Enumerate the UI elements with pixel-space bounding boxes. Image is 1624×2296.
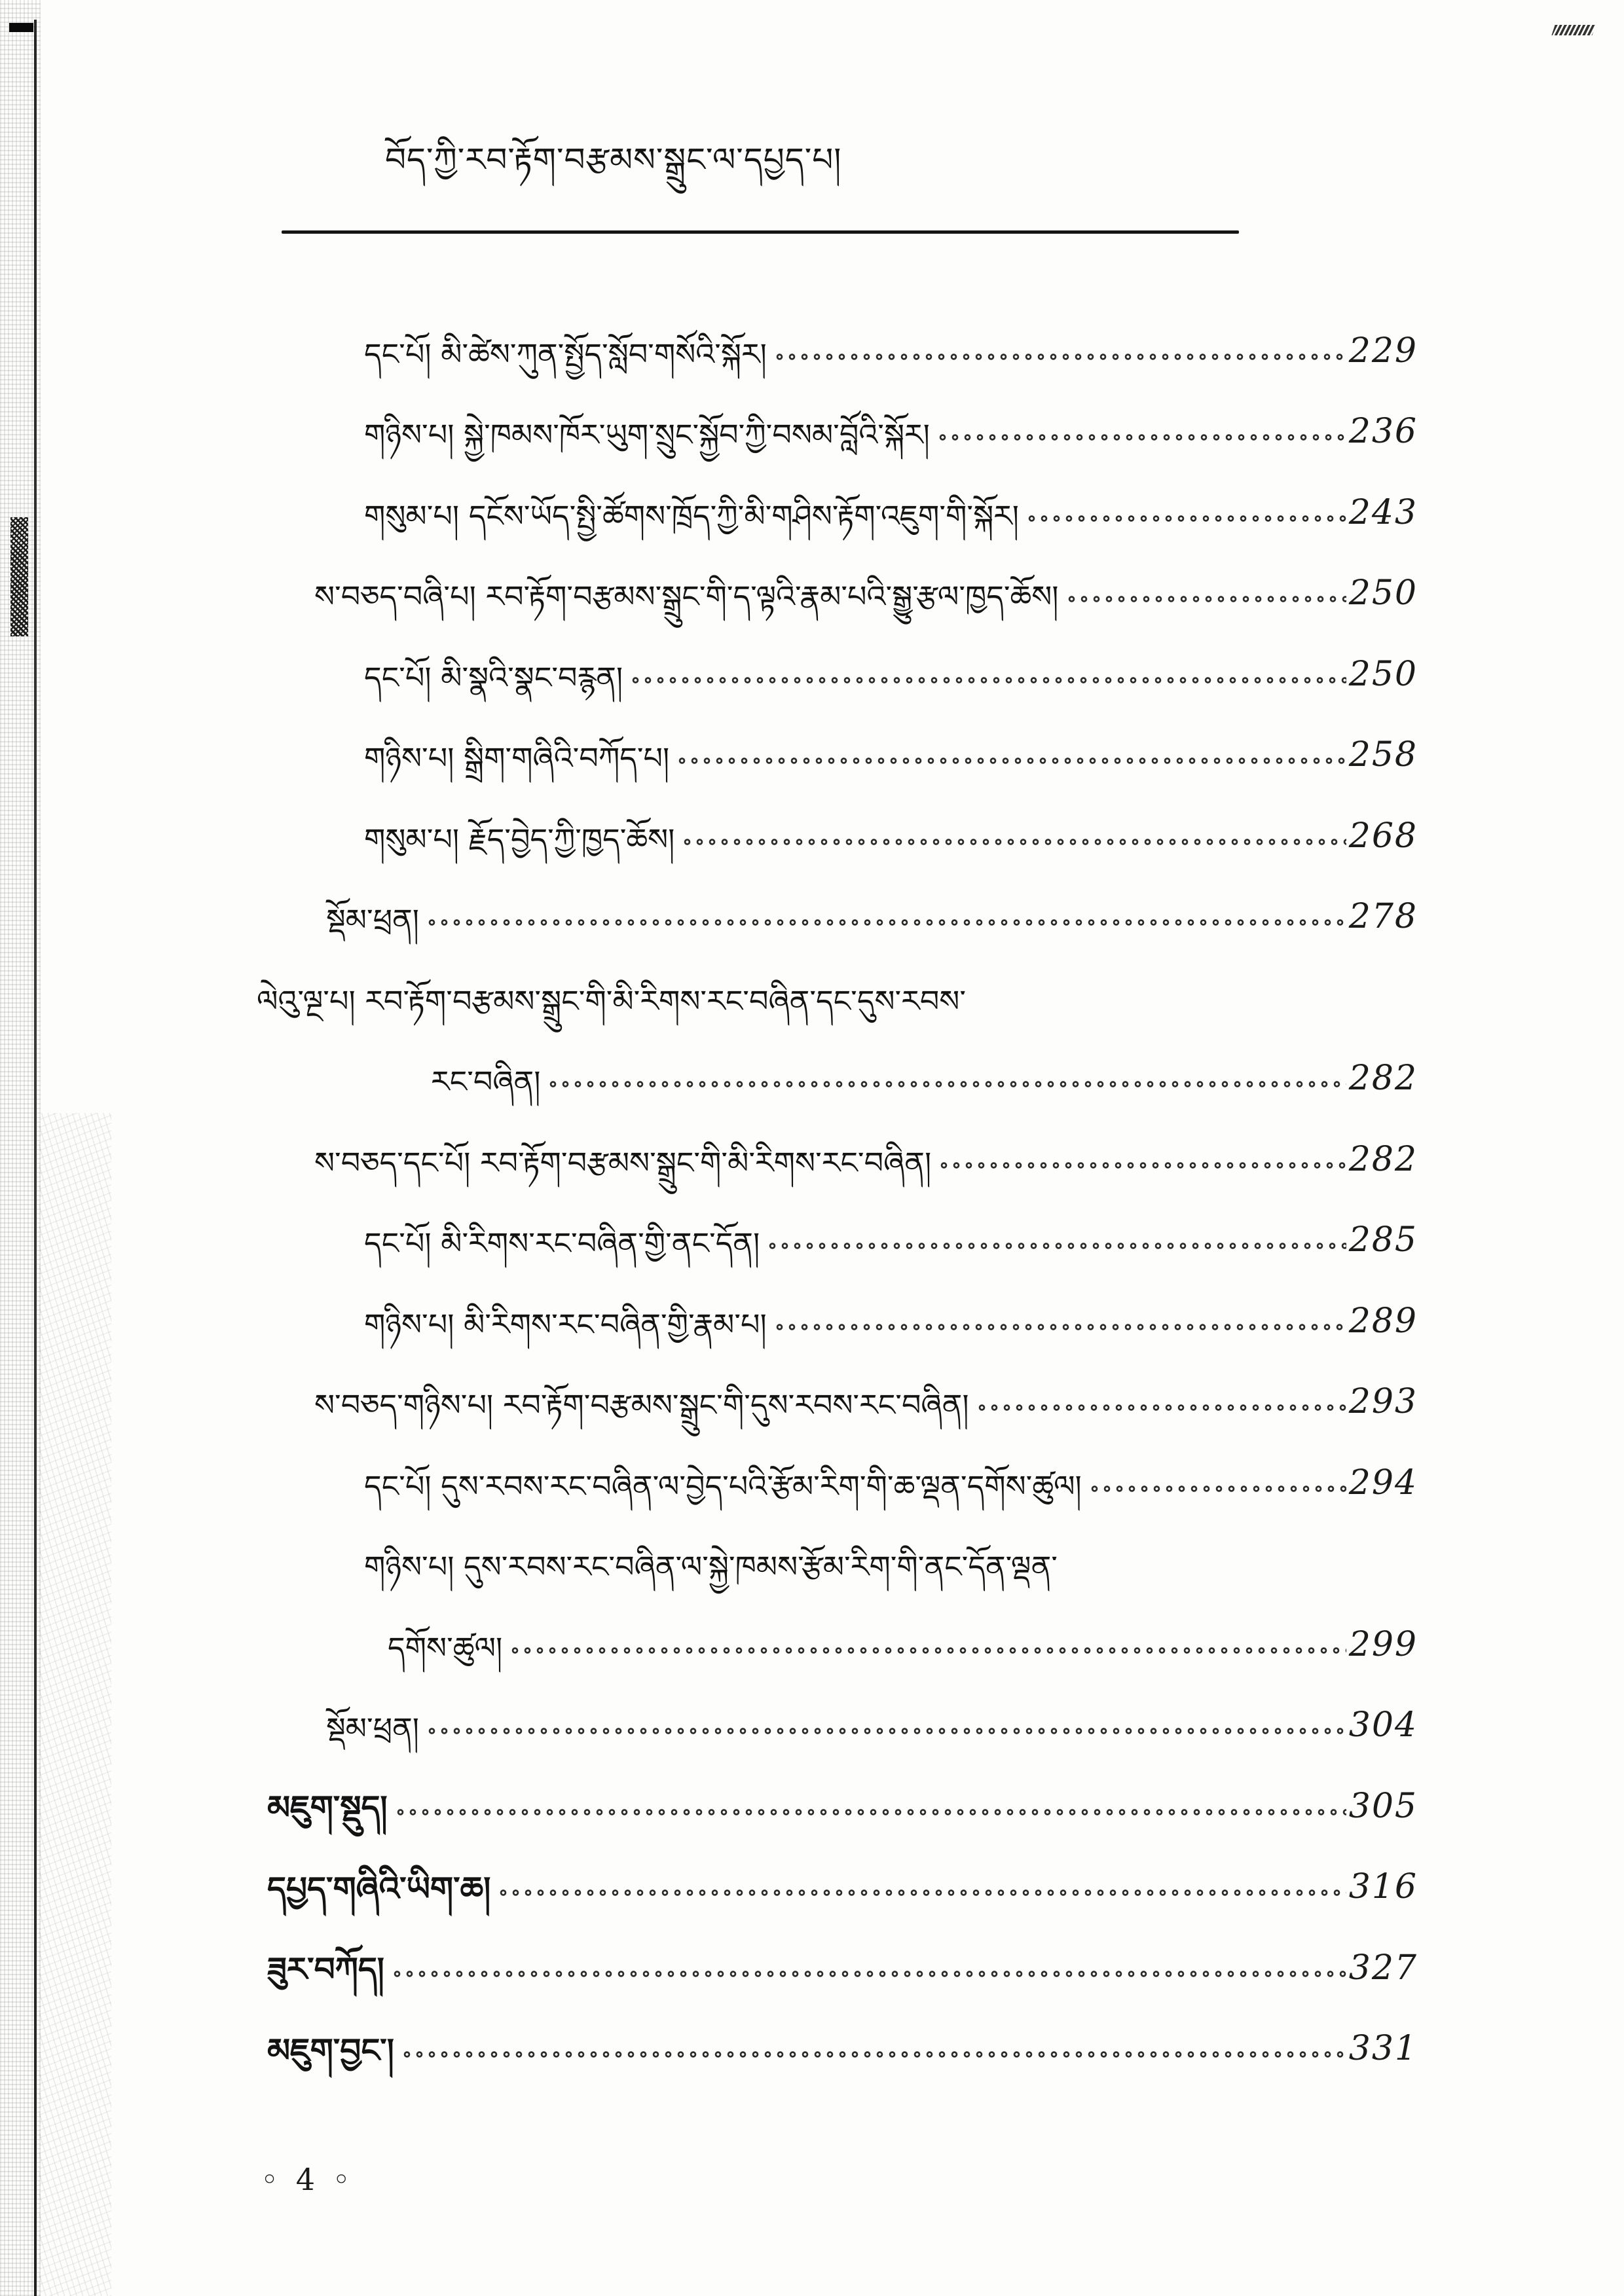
dot-leader xyxy=(1088,1484,1346,1493)
dot-leader xyxy=(938,1161,1346,1170)
toc-row xyxy=(431,1019,1418,1100)
toc-row xyxy=(364,1423,1418,1504)
toc-entry-label: ས་བཅད་བཞི་པ། རབ་རྟོག་བརྩམས་སྒྲུང་གི་ད་ལྟའི་རྣམ་པའི་སྒྱུ་རྩལ་ཁྱད་ཆོས། xyxy=(314,579,1059,615)
toc-page-number: 299 xyxy=(1348,1624,1418,1664)
toc-row xyxy=(326,1666,1418,1747)
dot-leader xyxy=(426,1726,1346,1736)
dot-leader xyxy=(547,1080,1346,1089)
toc-page-number: 282 xyxy=(1348,1059,1418,1098)
dot-leader xyxy=(1025,514,1346,523)
toc-row xyxy=(364,776,1418,857)
toc-entry-label: གཉིས་པ། མི་རིགས་རང་བཞིན་གྱི་རྣམ་པ། xyxy=(364,1306,767,1342)
page-header-title: བོད་ཀྱི་རབ་རྟོག་བརྩམས་སྒྲུང་ལ་དཔྱད་པ། xyxy=(385,141,842,179)
toc-entry-label: ས་བཅད་གཉིས་པ། རབ་རྟོག་བརྩམས་སྒྲུང་གི་དུས་རབས་རང་བཞིན། xyxy=(314,1387,969,1423)
toc-entry-label: ཟུར་བཀོད། xyxy=(267,1950,384,1988)
toc-entry-label: ལེའུ་ལྔ་པ། རབ་རྟོག་བརྩམས་སྒྲུང་གི་མི་རིགས་རང་བཞིན་དང་དུས་རབས་ xyxy=(257,983,967,1019)
toc-row xyxy=(364,1261,1418,1342)
scan-corner-mark-top-left xyxy=(9,23,33,32)
toc-entry-label: གཉིས་པ། སྐྱེ་ཁམས་ཁོར་ཡུག་སྲུང་སྐྱོབ་ཀྱི་བསམ་བློའི་སྐོར། xyxy=(364,417,930,453)
dot-leader xyxy=(766,1241,1346,1250)
toc-page-number: 285 xyxy=(1348,1220,1418,1260)
toc-entry-label: དཔྱད་གཞིའི་ཡིག་ཆ། xyxy=(267,1869,491,1908)
toc-row xyxy=(364,1504,1418,1585)
toc-row xyxy=(364,372,1418,453)
toc-entry-label: མཇུག་བྱང་། xyxy=(267,2031,394,2069)
toc-row xyxy=(326,857,1418,938)
toc-page-number: 278 xyxy=(1348,897,1418,936)
toc-entry-label: རང་བཞིན། xyxy=(431,1064,541,1100)
toc-entry-label: གསུམ་པ། དངོས་ཡོད་སྤྱི་ཚོགས་ཁྲོད་ཀྱི་མི་གཤིས་རྟོག་འཇུག་གི་སྐོར། xyxy=(364,498,1019,534)
dot-leader xyxy=(773,352,1346,361)
toc-page-number: 293 xyxy=(1348,1382,1418,1421)
toc-page-number: 316 xyxy=(1348,1867,1418,1906)
toc-entry-label: དང་པོ། མི་སྣའི་སྣང་བརྙན། xyxy=(364,659,623,695)
toc-entry-label: དང་པོ། མི་ཚེས་ཀུན་སྤྱོད་སློབ་གསོའི་སྐོར། xyxy=(364,336,767,372)
toc-row xyxy=(364,452,1418,534)
toc-page-number: 289 xyxy=(1348,1301,1418,1341)
dot-leader xyxy=(773,1322,1346,1332)
toc-entry-label: གསུམ་པ། རྗོད་བྱེད་ཀྱི་ཁྱད་ཆོས། xyxy=(364,821,675,857)
toc-page-number: 229 xyxy=(1348,331,1418,371)
toc-page-number: 258 xyxy=(1348,735,1418,774)
toc-page-number: 327 xyxy=(1348,1948,1418,1988)
toc-entry-label: དགོས་ཚུལ། xyxy=(388,1630,503,1666)
dot-leader xyxy=(426,918,1346,927)
toc-page-number: 304 xyxy=(1348,1705,1418,1745)
toc-page-number: 250 xyxy=(1348,574,1418,613)
dot-leader xyxy=(391,1969,1346,1978)
dot-leader xyxy=(629,676,1346,685)
toc-page-number: 243 xyxy=(1348,492,1418,532)
dot-leader xyxy=(681,837,1346,847)
toc-row xyxy=(267,1827,1418,1908)
toc-entry-label: གཉིས་པ། སྒྲིག་གཞིའི་བཀོད་པ། xyxy=(364,740,670,776)
toc-row xyxy=(267,1989,1418,2070)
toc-row xyxy=(364,1180,1418,1262)
toc-entry-label: དང་པོ། མི་རིགས་རང་བཞིན་གྱི་ནང་དོན། xyxy=(364,1226,760,1262)
toc-row xyxy=(364,614,1418,695)
dot-leader xyxy=(509,1646,1346,1655)
toc-page-number: 331 xyxy=(1348,2029,1418,2068)
header-rule xyxy=(282,230,1239,234)
toc-page-number: 294 xyxy=(1348,1463,1418,1503)
dot-leader xyxy=(497,1888,1346,1897)
dot-leader xyxy=(936,433,1346,442)
toc-entry-label: མཇུག་སྡུད། xyxy=(267,1789,388,1827)
folio-page-number: ◦ 4 ◦ xyxy=(261,2162,354,2197)
toc-page-number: 250 xyxy=(1348,654,1418,694)
dot-leader xyxy=(394,1808,1346,1817)
toc-row xyxy=(267,1746,1418,1827)
toc-entry-label: ས་བཅད་དང་པོ། རབ་རྟོག་བརྩམས་སྒྲུང་གི་མི་རིགས་རང་བཞིན། xyxy=(314,1144,932,1180)
toc-entry-label: སྡོམ་ཕྲན། xyxy=(326,1711,420,1747)
toc-row xyxy=(257,938,1624,1019)
toc-page-number: 305 xyxy=(1348,1786,1418,1826)
toc-entry-label: གཉིས་པ། དུས་རབས་རང་བཞིན་ལ་སྐྱེ་ཁམས་རྩོམ་རིག་གི་ནང་དོན་ལྡན་ xyxy=(364,1549,1058,1585)
toc-page-number: 282 xyxy=(1348,1139,1418,1179)
toc-row xyxy=(267,1908,1418,1989)
toc-row xyxy=(314,1342,1418,1423)
table-of-contents xyxy=(0,291,1624,2069)
dot-leader xyxy=(676,756,1346,765)
toc-entry-label: སྡོམ་ཕྲན། xyxy=(326,902,420,938)
toc-row xyxy=(364,291,1418,372)
toc-row xyxy=(364,695,1418,776)
toc-page-number: 268 xyxy=(1348,816,1418,856)
dot-leader xyxy=(401,2050,1346,2059)
toc-entry-label: དང་པོ། དུས་རབས་རང་བཞིན་ལ་བྱེད་པའི་རྩོམ་རིག་གི་ཆ་ལྡན་དགོས་ཚུལ། xyxy=(364,1468,1082,1504)
dot-leader xyxy=(976,1403,1346,1412)
toc-row xyxy=(388,1584,1418,1666)
scan-corner-mark-top-right xyxy=(1551,25,1595,35)
toc-page-number: 236 xyxy=(1348,412,1418,451)
toc-row xyxy=(314,534,1418,615)
dot-leader xyxy=(1065,594,1346,604)
toc-row xyxy=(314,1099,1418,1180)
